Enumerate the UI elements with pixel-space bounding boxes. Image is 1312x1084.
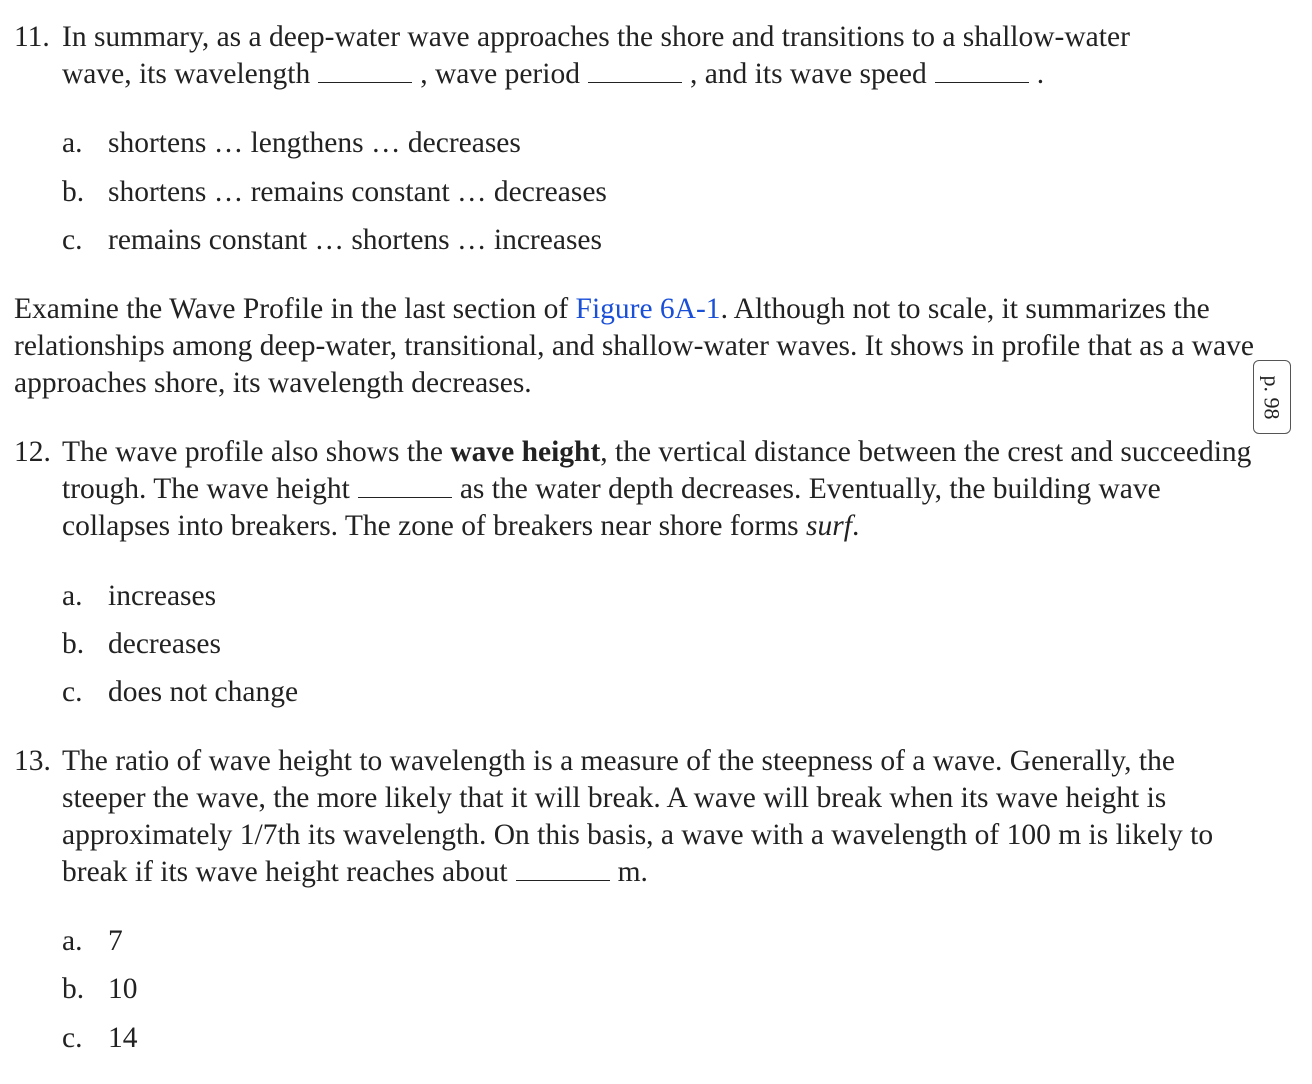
question-13 [14,743,1264,891]
answer-blank [358,471,452,498]
option-a[interactable]: a. 7 [62,925,123,957]
option-c[interactable]: c. remains constant … shortens … increases [62,224,602,256]
option-b[interactable]: b. 10 [62,973,138,1005]
option-b[interactable]: b. decreases [62,628,222,660]
figure-link[interactable]: Figure 6A-1 [575,293,721,325]
instruction-paragraph: Examine the Wave Profile in the last section of Figure 6A-1. Although not to scale, it summarizes the relationships among deep-water, transitional, and shallow-water waves. It shows in profile that as a wave approaches shore, its wavelength decreases. [14,293,1254,399]
answer-blank [588,56,682,83]
question-text: In summary, as a deep-water wave approaches the shore and transitions to a shallow-water wave, its wavelength , wave period , and its wave speed . [62,21,1130,90]
answer-blank [516,854,610,881]
answer-blank [318,56,412,83]
option-c[interactable]: c. does not change [62,676,299,708]
option-c[interactable]: c. 14 [62,1022,138,1054]
question-text: The ratio of wave height to wavelength is a measure of the steepness of a wave. Generally, the steeper the wave, the more likely that it will break. A wave will break when its wave height is approximately 1/7th its wavelength. On this basis, a wave with a wavelength of 100 m is likely to break if its wave height reaches about m. [62,745,1214,888]
option-a[interactable]: a. increases [62,580,217,612]
question-number: 13. [14,745,51,777]
question-text: The wave profile also shows the wave height, the vertical distance between the crest and succeeding trough. The wave height as the water depth decreases. Eventually, the building wave collapses into breakers. The zone of breakers near shore forms surf. [62,436,1252,542]
answer-blank [935,56,1029,83]
question-number: 12. [14,436,51,468]
question-12 [14,434,1264,545]
question-number: 11. [14,21,50,53]
option-a[interactable]: a. shortens … lengthens … decreases [62,127,521,159]
page-number-tab: p. 98 [1253,360,1291,434]
question-11 [14,19,1264,93]
option-b[interactable]: b. shortens … remains constant … decreases [62,176,607,208]
